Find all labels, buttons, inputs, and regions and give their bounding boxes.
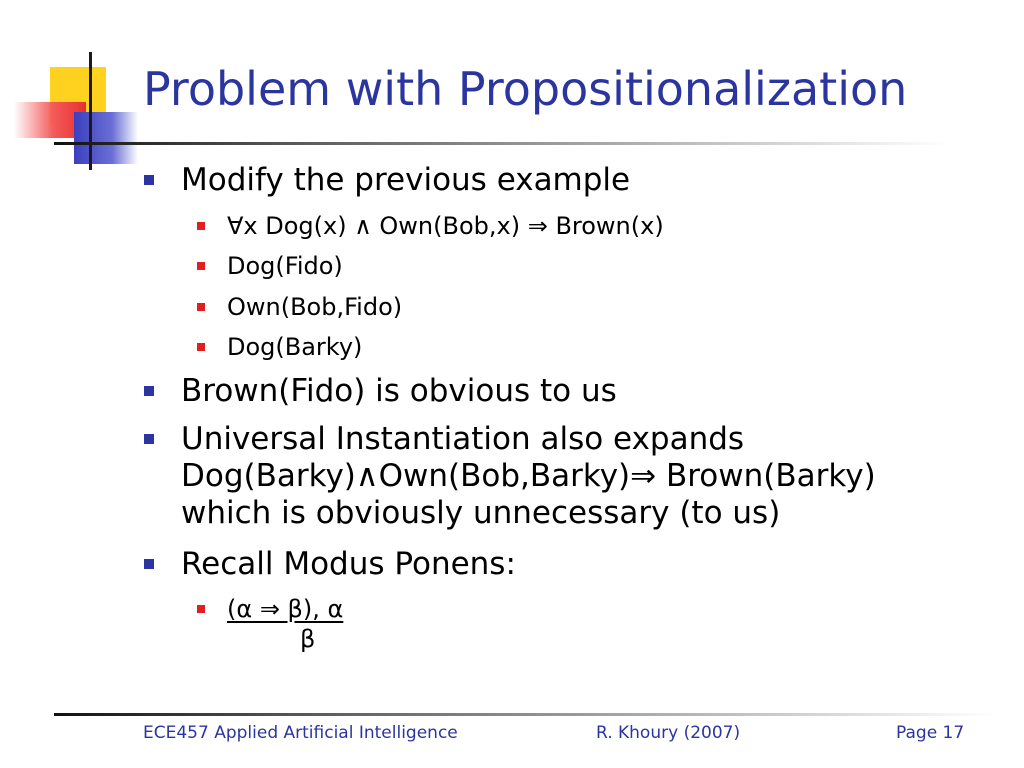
- bullet-text: Brown(Fido) is obvious to us: [181, 373, 617, 409]
- title-divider: [54, 142, 948, 145]
- footer-course: ECE457 Applied Artificial Intelligence: [143, 723, 458, 743]
- bullet-modify: [181, 162, 630, 199]
- sub-bullet-dog-barky: [227, 332, 362, 362]
- formula-premises: (α ⇒ β), α: [227, 595, 344, 623]
- sub-bullet-own-bob-fido: [227, 292, 402, 322]
- sub-bullet-marker: [197, 222, 205, 230]
- footer-divider: [54, 713, 994, 716]
- sub-bullet-text: Dog(Fido): [227, 252, 343, 280]
- sub-bullet-marker: [197, 303, 205, 311]
- sub-bullet-modus-ponens-formula: [227, 594, 343, 624]
- bullet-marker: [144, 434, 154, 444]
- logo-blue-square: [74, 112, 138, 164]
- slide-title: Problem with Propositionalization: [143, 62, 908, 116]
- sub-bullet-rule: [227, 211, 664, 241]
- bullet-marker: [144, 386, 154, 396]
- footer-page-number: Page 17: [896, 723, 965, 743]
- formula-conclusion: β: [300, 625, 316, 653]
- bullet-marker: [144, 175, 154, 185]
- sub-bullet-text: Own(Bob,Fido): [227, 293, 403, 321]
- sub-bullet-text: ∀x Dog(x) ∧ Own(Bob,x) ⇒ Brown(x): [227, 212, 664, 240]
- bullet-modus-ponens: [181, 546, 516, 583]
- bullet-line-2: Dog(Barky)∧Own(Bob,Barky)⇒ Brown(Barky): [181, 458, 876, 494]
- bullet-brown-fido: [181, 373, 617, 410]
- footer-author: R. Khoury (2007): [596, 723, 741, 743]
- bullet-line-3: which is obviously unnecessary (to us): [181, 495, 781, 531]
- bullet-text: Recall Modus Ponens:: [181, 546, 516, 582]
- sub-bullet-dog-fido: [227, 251, 343, 281]
- logo-vertical-line: [89, 52, 92, 170]
- sub-bullet-marker: [197, 343, 205, 351]
- bullet-line-1: Universal Instantiation also expands: [181, 421, 745, 457]
- bullet-text: Modify the previous example: [181, 162, 631, 198]
- sub-bullet-text: Dog(Barky): [227, 333, 363, 361]
- sub-bullet-marker: [197, 262, 205, 270]
- sub-bullet-marker: [197, 605, 205, 613]
- bullet-universal-instantiation: [181, 421, 876, 532]
- bullet-marker: [144, 559, 154, 569]
